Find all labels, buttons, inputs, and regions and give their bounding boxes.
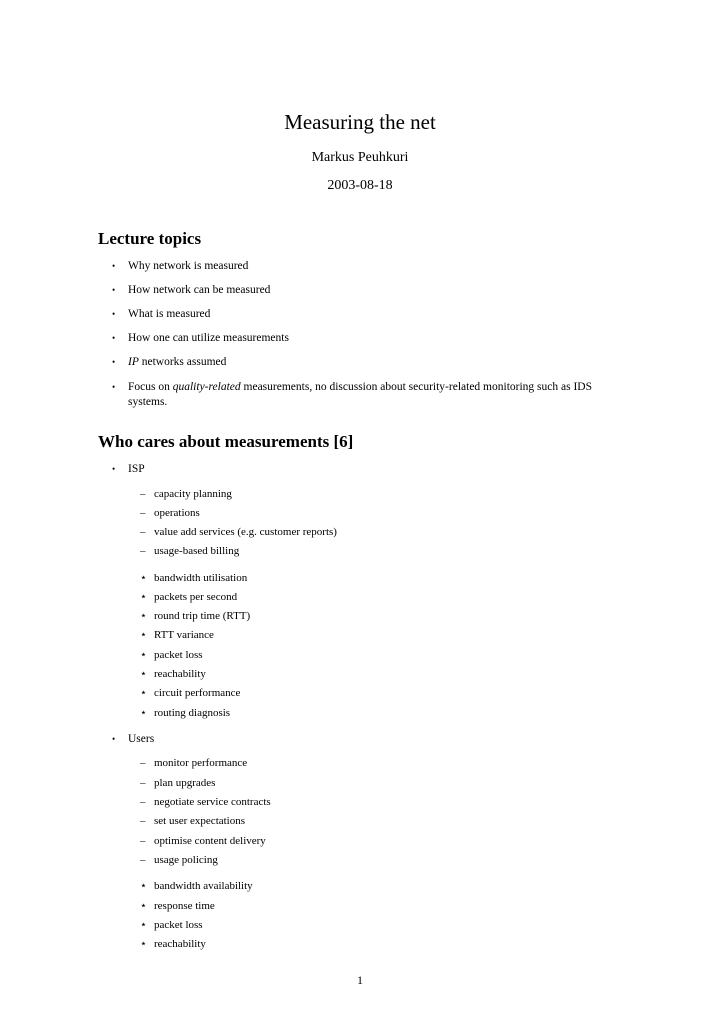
star-icon: ⋆ bbox=[140, 649, 147, 661]
sub-list-item: ⋆ round trip time (RTT) bbox=[140, 610, 251, 622]
document-title: Measuring the net bbox=[284, 110, 436, 134]
sub-list-item: ⋆ RTT variance bbox=[140, 629, 214, 641]
bullet-icon: • bbox=[112, 261, 116, 271]
dash-icon: – bbox=[140, 777, 146, 789]
section-heading-lecture-topics: Lecture topics bbox=[98, 229, 202, 248]
list-item-users: • Users bbox=[112, 733, 155, 745]
bullet-icon: • bbox=[112, 333, 116, 343]
dash-icon: – bbox=[140, 507, 146, 519]
date: 2003-08-18 bbox=[327, 178, 393, 193]
sub-list-item: – usage policing bbox=[140, 854, 218, 866]
list-item: • Why network is measured bbox=[112, 260, 249, 272]
dash-icon: – bbox=[140, 796, 146, 808]
sub-list-item: – plan upgrades bbox=[140, 777, 216, 789]
bullet-icon: • bbox=[112, 382, 116, 392]
sub-list-item: ⋆ bandwidth availability bbox=[140, 880, 253, 892]
list-item-isp: • ISP bbox=[112, 463, 145, 475]
bullet-icon: • bbox=[112, 309, 116, 319]
star-icon: ⋆ bbox=[140, 668, 147, 680]
sub-list-item: ⋆ packet loss bbox=[140, 649, 203, 661]
sub-list-item: ⋆ bandwidth utilisation bbox=[140, 572, 248, 584]
page-number: 1 bbox=[357, 973, 363, 987]
sub-list-item: ⋆ routing diagnosis bbox=[140, 707, 231, 719]
star-icon: ⋆ bbox=[140, 629, 147, 641]
sub-list-item: – usage-based billing bbox=[140, 545, 240, 557]
star-icon: ⋆ bbox=[140, 900, 147, 912]
sub-list-item: – capacity planning bbox=[140, 488, 232, 500]
author: Markus Peuhkuri bbox=[311, 150, 409, 165]
sub-list-item: – negotiate service contracts bbox=[140, 796, 271, 808]
sub-list-item: ⋆ circuit performance bbox=[140, 687, 241, 699]
dash-icon: – bbox=[140, 854, 146, 866]
sub-list-item: ⋆ packets per second bbox=[140, 591, 238, 603]
list-item: • How network can be measured bbox=[112, 284, 271, 296]
section-heading-who-cares: Who cares about measurements [6] bbox=[98, 432, 354, 451]
star-icon: ⋆ bbox=[140, 687, 147, 699]
dash-icon: – bbox=[140, 835, 146, 847]
dash-icon: – bbox=[140, 526, 146, 538]
bullet-icon: • bbox=[112, 285, 116, 295]
sub-list-item: – optimise content delivery bbox=[140, 835, 266, 847]
sub-list-item: ⋆ packet loss bbox=[140, 919, 203, 931]
star-icon: ⋆ bbox=[140, 919, 147, 931]
dash-icon: – bbox=[140, 757, 146, 769]
sub-list-item: – set user expectations bbox=[140, 815, 246, 827]
list-item: • IP networks assumed bbox=[112, 356, 227, 368]
star-icon: ⋆ bbox=[140, 610, 147, 622]
sub-list-item: – value add services (e.g. customer reports) bbox=[140, 526, 337, 538]
sub-list-item: – monitor performance bbox=[140, 757, 248, 769]
list-item: • What is measured bbox=[112, 308, 211, 320]
star-icon: ⋆ bbox=[140, 938, 147, 950]
dash-icon: – bbox=[140, 488, 146, 500]
sub-list-item: – operations bbox=[140, 507, 200, 519]
bullet-icon: • bbox=[112, 464, 116, 474]
star-icon: ⋆ bbox=[140, 572, 147, 584]
sub-list-item: ⋆ reachability bbox=[140, 938, 206, 950]
star-icon: ⋆ bbox=[140, 707, 147, 719]
bullet-icon: • bbox=[112, 734, 116, 744]
dash-icon: – bbox=[140, 815, 146, 827]
dash-icon: – bbox=[140, 545, 146, 557]
star-icon: ⋆ bbox=[140, 880, 147, 892]
bullet-icon: • bbox=[112, 357, 116, 367]
list-item: • How one can utilize measurements bbox=[112, 332, 289, 344]
sub-list-item: ⋆ reachability bbox=[140, 668, 206, 680]
sub-list-item: ⋆ response time bbox=[140, 900, 215, 912]
list-item: • Focus on quality-related measurements, no discussion about security-related monitoring such as IDS systems. bbox=[112, 381, 592, 408]
star-icon: ⋆ bbox=[140, 591, 147, 603]
